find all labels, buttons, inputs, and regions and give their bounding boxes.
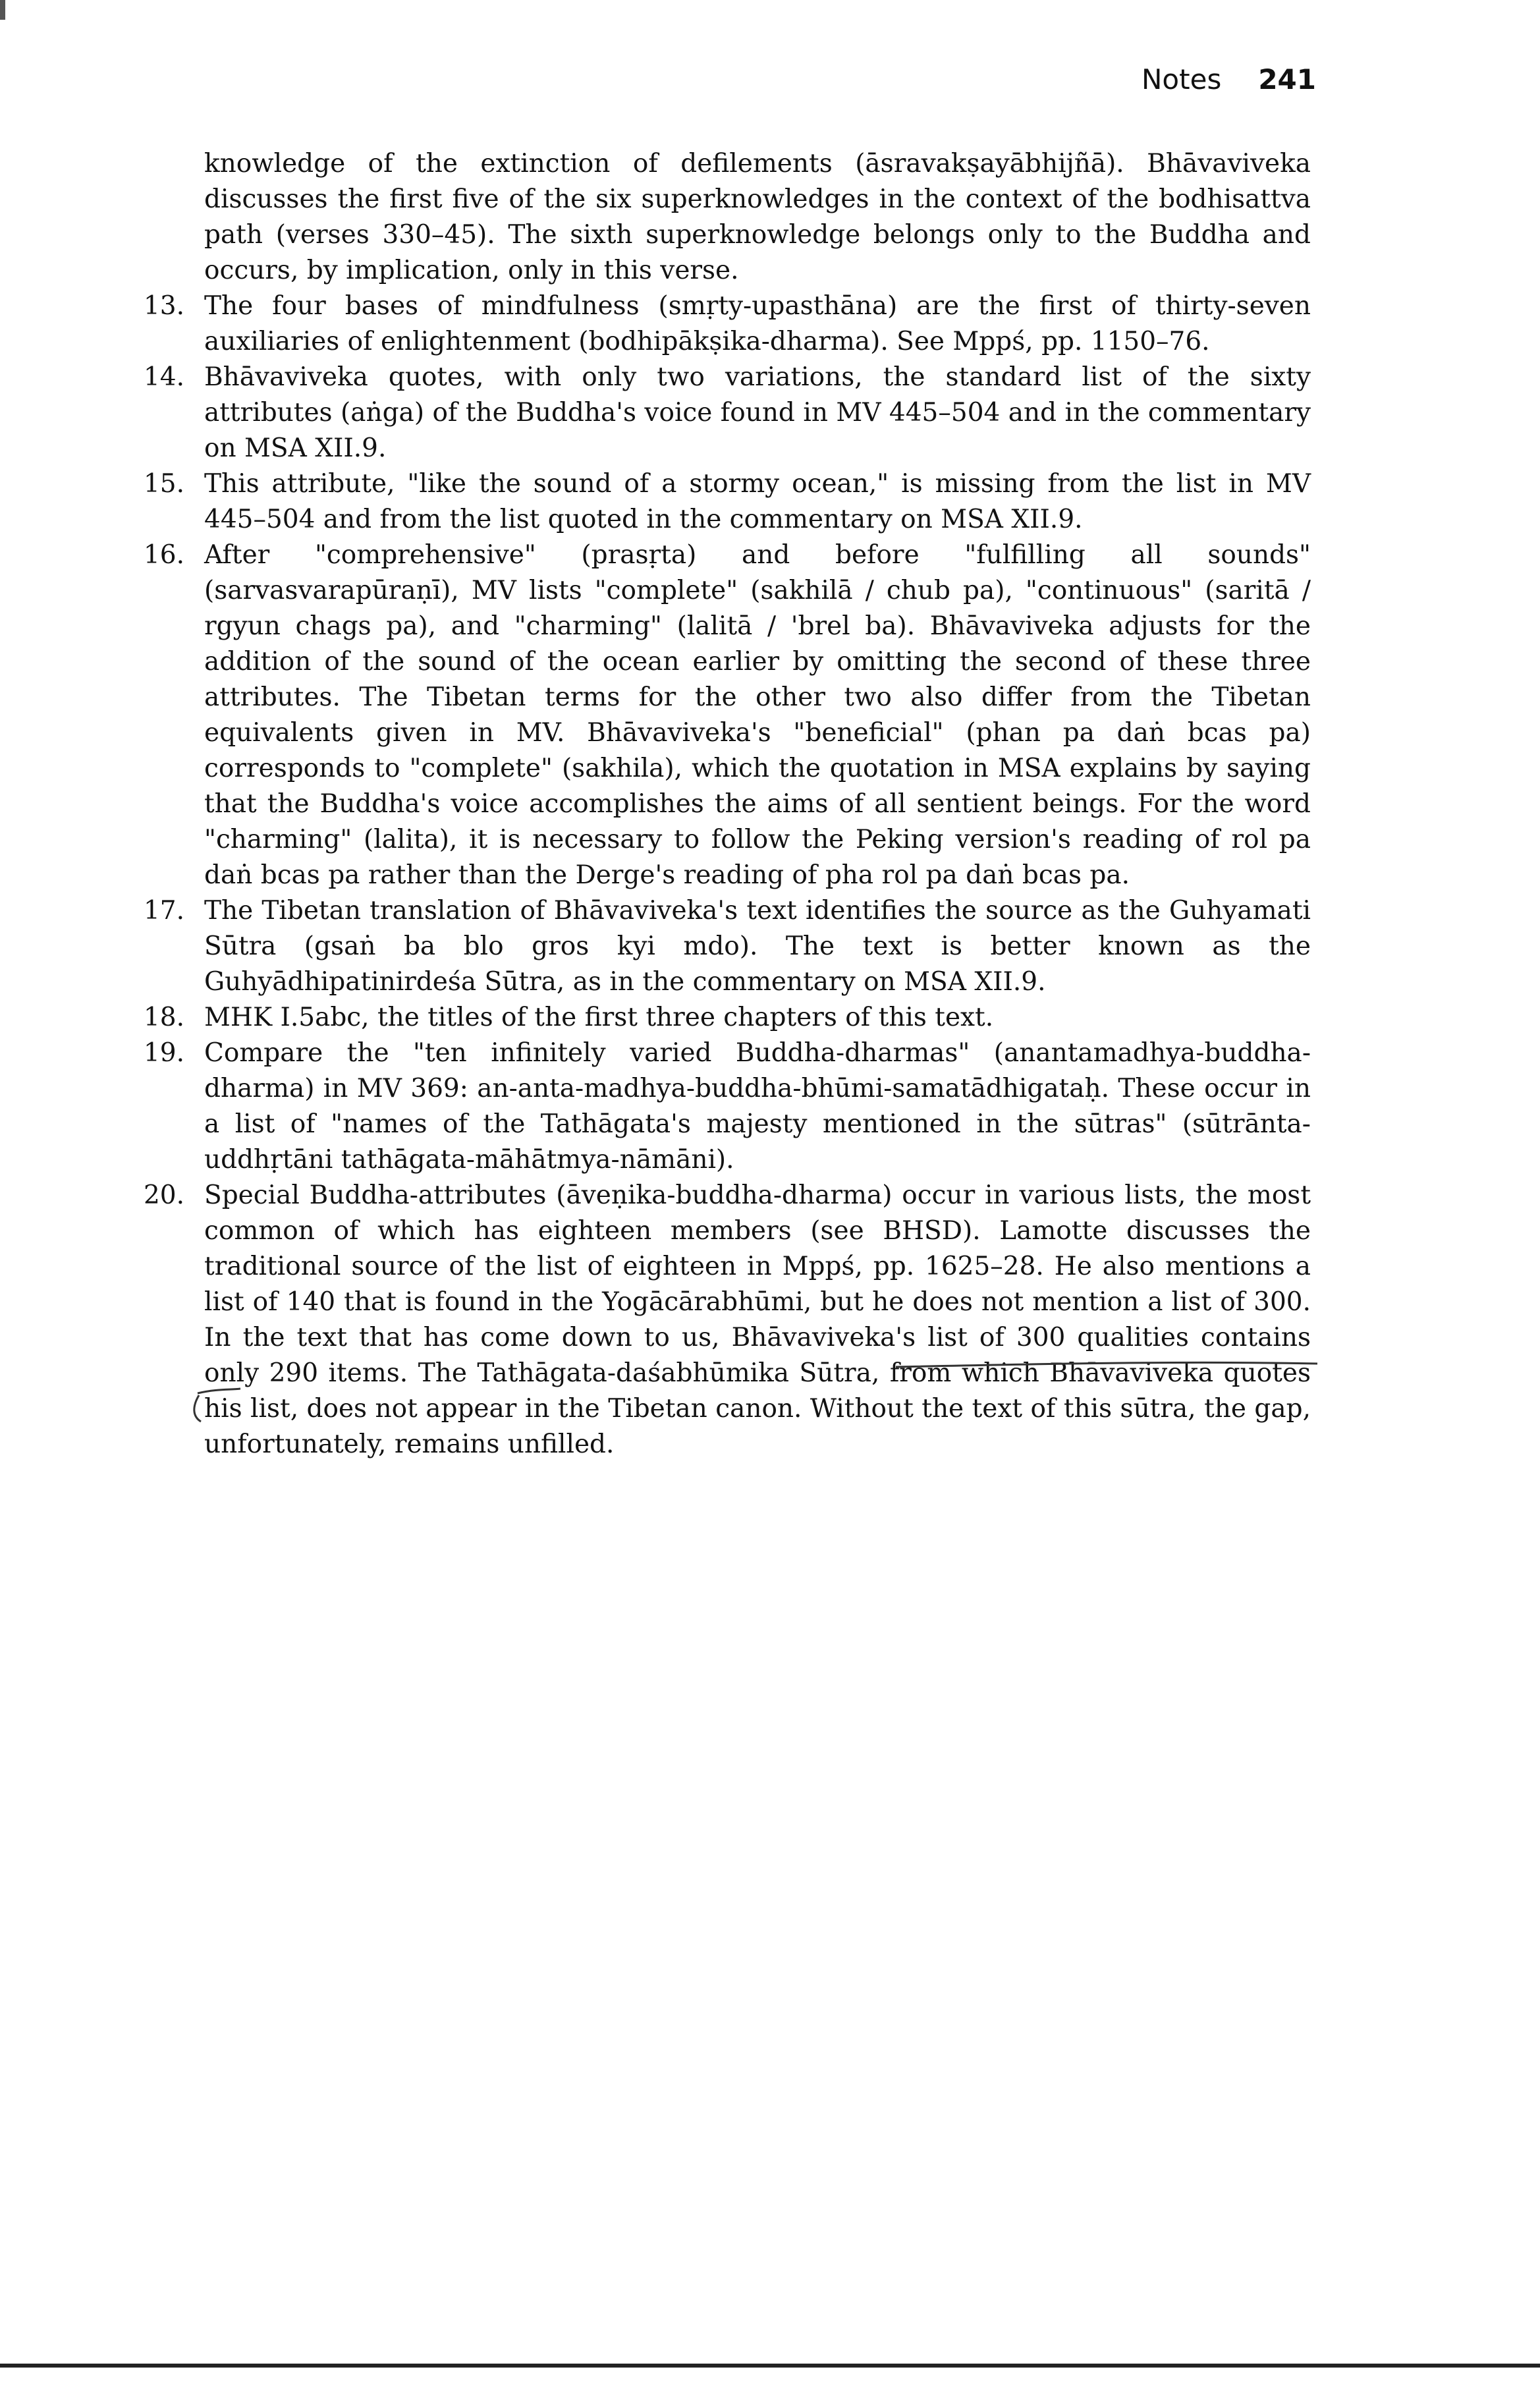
scan-edge-mark <box>0 0 5 20</box>
page-edge <box>0 2364 1540 2368</box>
note-text: Bhāvaviveka quotes, with only two variations, the standard list of the sixty attributes (aṅga) of the Buddha's voice found in MV 445–504 and in the commentary on MSA XII.9. <box>204 362 1311 463</box>
note-text: Special Buddha-attributes (āveṇika-buddha-dharma) occur in various lists, the most common of which has eighteen members (see BHSD). Lamotte discusses the traditional source of the list of eighteen in Mppś, pp. 1625–28. He also mentions a list of 140 that is found in the Yogācārabhūmi, but he does not mention a list of 300. In the text that has come down to us, Bhāvaviveka's list of 300 qualities contains only 290 items. The Tathāgata-daśabhūmika Sūtra, from which Bhāvaviveka quotes his list, does not appear in the Tibetan canon. Without the text of this sūtra, the gap, unfortunately, remains unfilled. <box>204 1180 1311 1459</box>
note-number: 20. <box>143 1180 184 1210</box>
note-18 <box>143 1000 1311 1036</box>
note-continuation: knowledge of the extinction of defilements (āsravakṣayābhijñā). Bhāvaviveka discusses the first five of the six superknowledges in the context of the bodhisattva path (verses 330–45). The sixth superknowledge belongs only to the Buddha and occurs, by implication, only in this verse. <box>204 149 1311 285</box>
note-number: 14. <box>143 362 184 392</box>
note-text: The Tibetan translation of Bhāvaviveka's text identifies the source as the Guhyamati Sūtra (gsaṅ ba blo gros kyi mdo). The text is better known as the Guhyādhipatinirdeśa Sūtra, as in the commentary on MSA XII.9. <box>204 896 1311 997</box>
note-number: 15. <box>143 469 184 499</box>
note-number: 13. <box>143 291 184 321</box>
note-15 <box>143 466 1311 538</box>
note-13 <box>143 289 1311 360</box>
note-20 <box>143 1178 1311 1462</box>
note-text: This attribute, "like the sound of a stormy ocean," is missing from the list in MV 445–504 and from the list quoted in the commentary on MSA XII.9. <box>204 469 1311 534</box>
section-title: Notes <box>1141 63 1222 96</box>
note-text: MHK I.5abc, the titles of the first three chapters of this text. <box>204 1003 994 1032</box>
notes-body <box>143 146 1311 1462</box>
note-16 <box>143 538 1311 893</box>
note-number: 17. <box>143 896 184 926</box>
note-number: 18. <box>143 1003 184 1032</box>
note-text: Compare the "ten infinitely varied Buddha-dharmas" (anantamadhya-buddha-dharma) in MV 369: an-anta-madhya-buddha-bhūmi-samatādhigataḥ. These occur in a list of "names of the Tathāgata's majesty mentioned in the sūtras" (sūtrānta-uddhṛtāni tathāgata-māhātmya-nāmāni). <box>204 1038 1311 1175</box>
note-17 <box>143 893 1311 1000</box>
running-head <box>1141 63 1316 96</box>
note-number: 16. <box>143 540 184 570</box>
note-14 <box>143 360 1311 466</box>
page-number: 241 <box>1258 63 1316 96</box>
note-number: 19. <box>143 1038 184 1068</box>
note-text: After "comprehensive" (prasṛta) and before "fulfilling all sounds" (sarvasvarapūraṇī), MV lists "complete" (sakhilā / chub pa), "continuous" (saritā / rgyun chags pa), and "charming" (lalitā / 'brel ba). Bhāvaviveka adjusts for the addition of the sound of the ocean earlier by omitting the second of these three attributes. The Tibetan terms for the other two also differ from the Tibetan equivalents given in MV. Bhāvaviveka's "beneficial" (phan pa daṅ bcas pa) corresponds to "complete" (sakhila), which the quotation in MSA explains by saying that the Buddha's voice accomplishes the aims of all sentient beings. For the word "charming" (lalita), it is necessary to follow the Peking version's reading of rol pa daṅ bcas pa rather than the Derge's reading of pha rol pa daṅ bcas pa. <box>204 540 1311 890</box>
note-19 <box>143 1036 1311 1178</box>
note-text: The four bases of mindfulness (smṛty-upasthāna) are the first of thirty-seven auxiliaries of enlightenment (bodhipākṣika-dharma). See Mppś, pp. 1150–76. <box>204 291 1311 356</box>
